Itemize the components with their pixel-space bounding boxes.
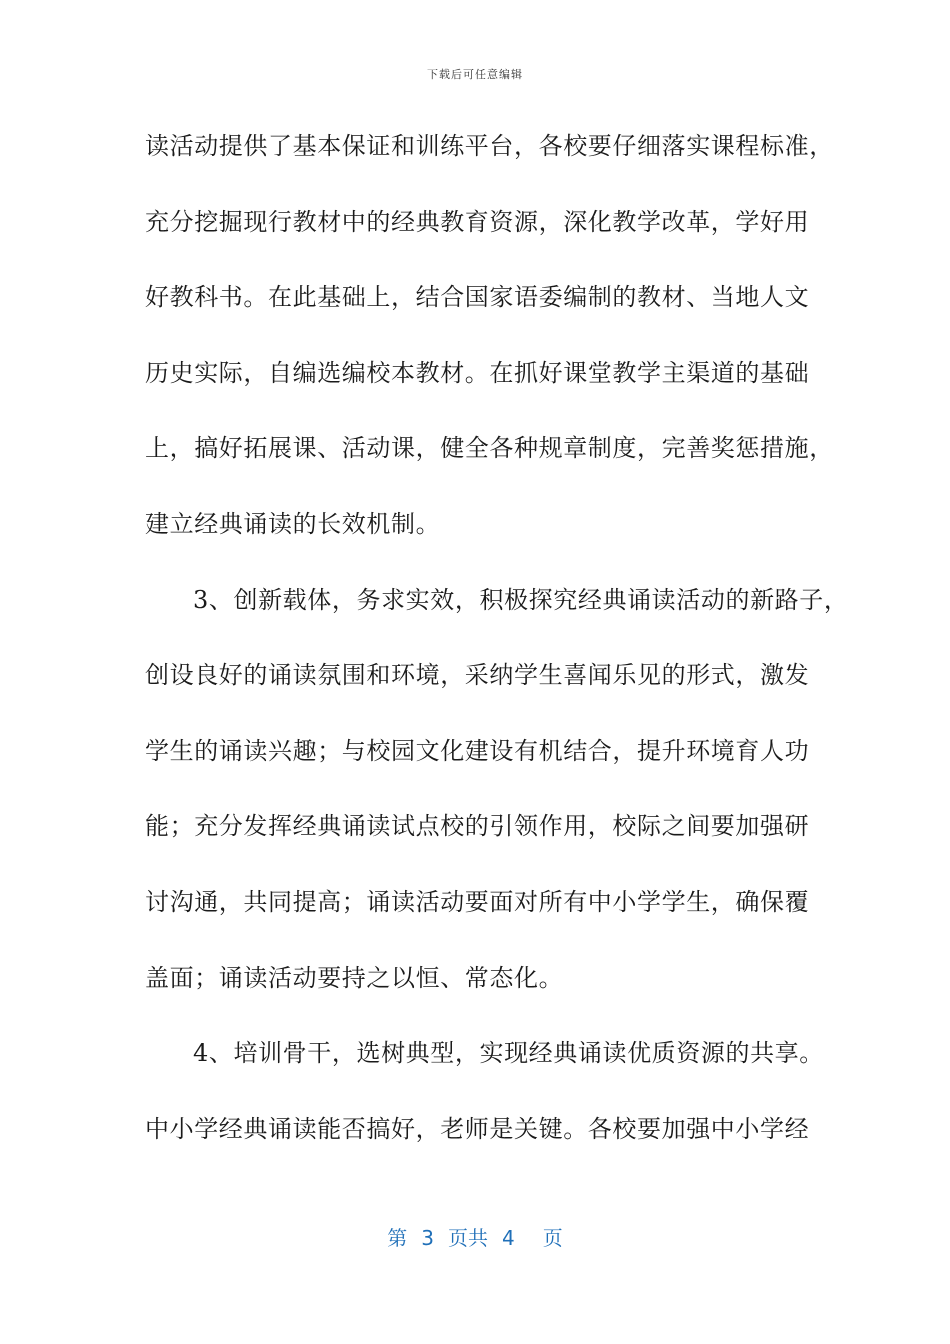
text-line: 能；充分发挥经典诵读试点校的引领作用，校际之间要加强研: [145, 812, 810, 841]
document-body: [145, 118, 849, 1176]
footer-suffix: 页: [542, 1226, 563, 1250]
text-line: 创设良好的诵读氛围和环境，采纳学生喜闻乐见的形式，激发: [145, 661, 810, 690]
text-line: 学生的诵读兴趣；与校园文化建设有机结合，提升环境育人功: [145, 736, 810, 765]
text-line: 充分挖掘现行教材中的经典教育资源，深化教学改革，学好用: [145, 207, 810, 236]
text-line: 中小学经典诵读能否搞好，老师是关键。各校要加强中小学经: [145, 1114, 810, 1143]
text-line: 上，搞好拓展课、活动课，健全各种规章制度，完善奖惩措施，: [145, 434, 834, 463]
footer-middle: 页共: [448, 1226, 488, 1250]
text-line: 历史实际，自编选编校本教材。在抓好课堂教学主渠道的基础: [145, 358, 810, 387]
total-pages-number: 4: [502, 1226, 515, 1250]
footer-prefix: 第: [387, 1226, 408, 1250]
text-line: 好教科书。在此基础上，结合国家语委编制的教材、当地人文: [145, 283, 810, 312]
text-line: 建立经典诵读的长效机制。: [145, 509, 441, 538]
text-line: 读活动提供了基本保证和训练平台，各校要仔细落实课程标准，: [145, 132, 834, 160]
text-line: 讨沟通，共同提高；诵读活动要面对所有中小学学生，确保覆: [145, 887, 810, 916]
page-footer: [0, 1222, 950, 1251]
text-line: 盖面；诵读活动要持之以恒、常态化。: [145, 963, 564, 992]
text-line-paragraph-start: 3、创新载体，务求实效，积极探究经典诵读活动的新路子，: [193, 585, 849, 614]
current-page-number: 3: [421, 1226, 434, 1250]
page-header: 下载后可任意编辑: [427, 68, 523, 81]
text-line-paragraph-start: 4、培训骨干，选树典型，实现经典诵读优质资源的共享。: [193, 1039, 824, 1068]
